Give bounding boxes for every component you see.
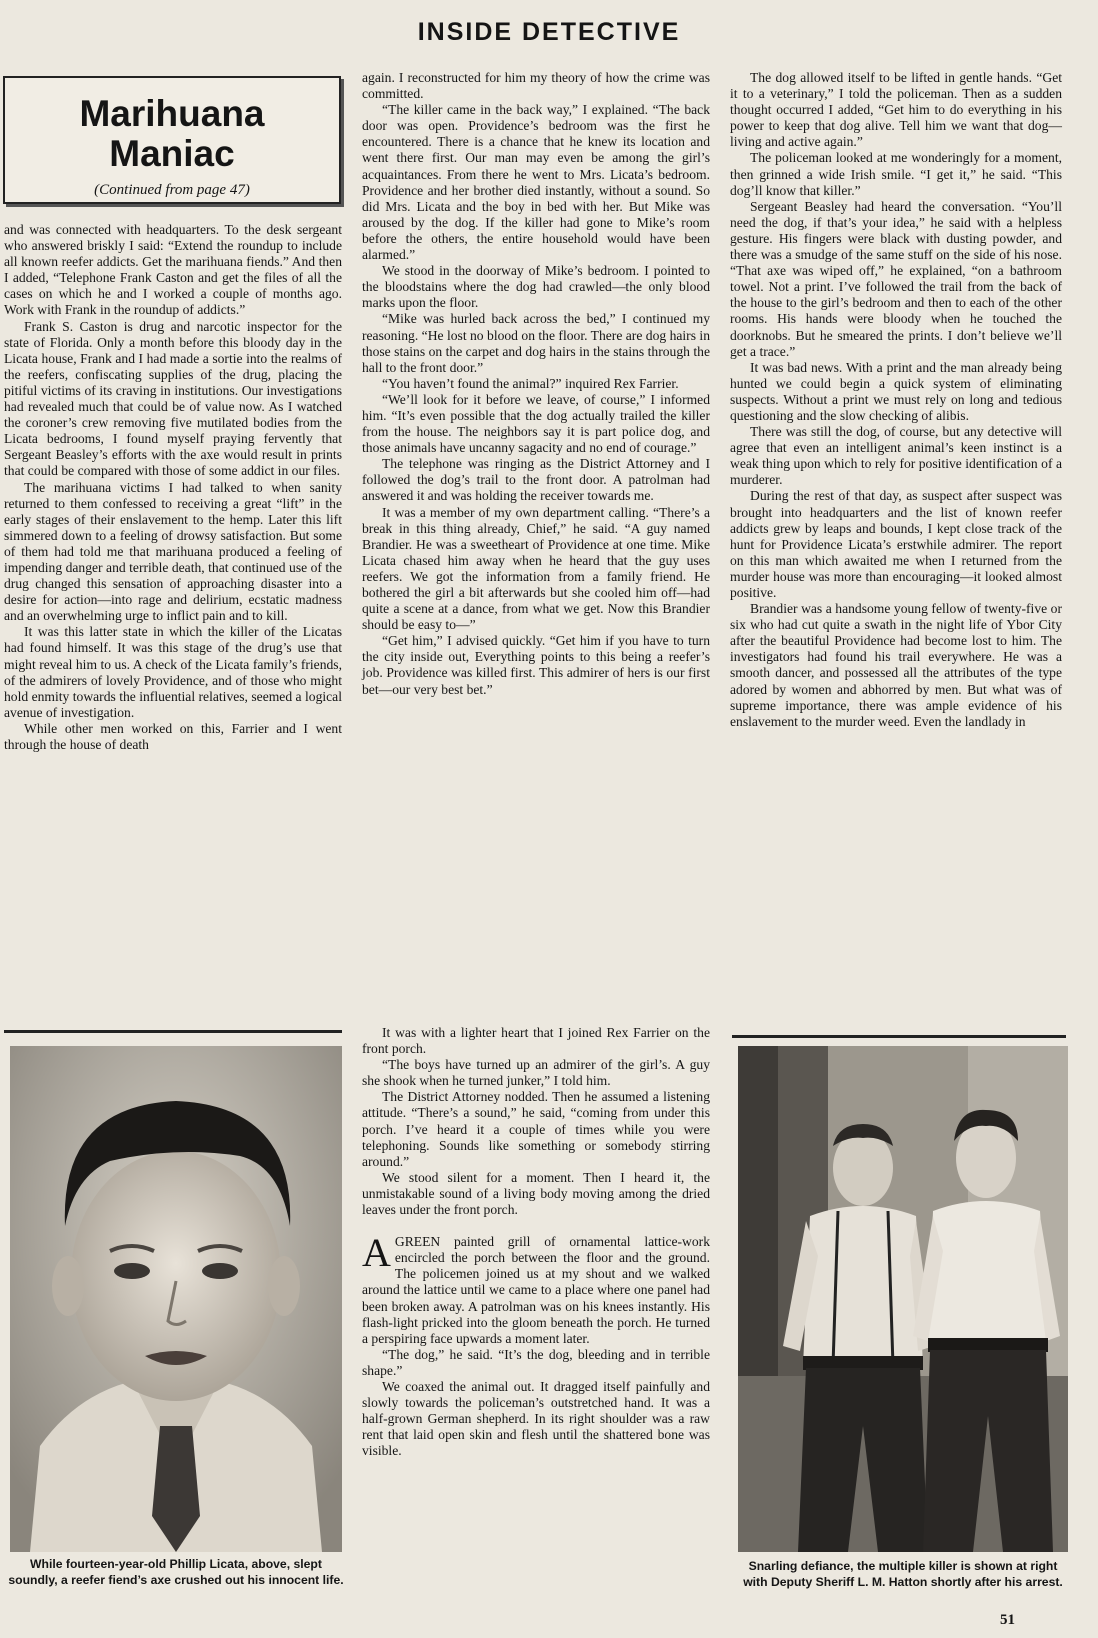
paragraph: “Get him,” I advised quickly. “Get him if you have to turn the city inside out, Everything points to this being a reefer’s job. Providence was killed first. This admirer of hers is our first bet—our very best bet.” [362, 633, 710, 697]
paragraph: There was still the dog, of course, but any detective will agree that even an intelligent animal’s keen instinct is a weak thing upon which to rely for positive identification of a murderer. [730, 424, 1062, 488]
paragraph: The dog allowed itself to be lifted in gentle hands. “Get it to a veterinary,” I told the policeman. Then as a sudden thought occurred I added, “Get him to do everything in his power to keep that dog alive. Tell him we want that dog—living and active again.” [730, 70, 1062, 150]
drop-cap: A [362, 1230, 391, 1276]
paragraph-text: GREEN painted grill of ornamental lattice-work encircled the porch between the floor and the ground. The policemen joined us at my shout and we walked around the lattice until we came to a place where one panel had been broken away. A patrolman was on his knees instantly. His flash-light pricked into the gloom beneath the porch. He turned a perspiring face upwards a moment later. [362, 1234, 710, 1346]
arrest-illustration [738, 1046, 1068, 1552]
divider-rule [4, 1030, 342, 1033]
paragraph: The policeman looked at me wonderingly for a moment, then grinned a wide Irish smile. “I get it,” he said. “This dog’ll know that killer.” [730, 150, 1062, 198]
paragraph: While other men worked on this, Farrier and I went through the house of death [4, 720, 342, 752]
paragraph: We stood silent for a moment. Then I heard it, the unmistakable sound of a living body moving among the dried leaves under the front porch. [362, 1169, 710, 1218]
paragraph: “The dog,” he said. “It’s the dog, bleeding and in terrible shape.” [362, 1346, 710, 1378]
paragraph: Frank S. Caston is drug and narcotic inspector for the state of Florida. Only a month before this bloody day in the Licata house, Frank and I had made a sortie into the realms of the reefers, confiscating supplies of the drug, placing the pitiful victims of its craving in institutions. Our investigations had revealed much that could be of value now. As I watched the coroner’s crew removing five mutilated bodies from the Licata bedrooms, I found myself praying fervently that Sergeant Beasley’s efforts with the axe would result in prints that could be compared with those of some addict in our files. [4, 318, 342, 479]
photo-caption-right: Snarling defiance, the multiple killer is shown at right with Deputy Sheriff L. M. Hatton shortly after his arrest. [743, 1559, 1063, 1589]
paragraph: It was bad news. With a print and the man already being hunted we could begin a quick system of eliminating suspects. Without a print we must rely on long and tedious questioning and the slow checking of alibis. [730, 359, 1062, 423]
column-2-continued [362, 1025, 710, 1459]
paragraph: “You haven’t found the animal?” inquired Rex Farrier. [382, 375, 679, 391]
paragraph: It was a member of my own department calling. “There’s a break in this thing already, Chief,” he said. “A guy named Brandier. He was a sweetheart of Providence at one time. Mike Licata chased him away when he heard that the guy uses reefers. We got the information from a family friend. He bothered the girl a bit afterwards but she cooled him off—had quite a scene at a dance, from what we get. Now this Brandier should be easy to—” [362, 504, 710, 633]
arrest-photo [738, 1046, 1068, 1552]
paragraph: It was with a lighter heart that I joined Rex Farrier on the front porch. [362, 1025, 710, 1057]
masthead: INSIDE DETECTIVE [417, 18, 681, 46]
divider-rule [732, 1035, 1066, 1038]
paragraph: “The killer came in the back way,” I explained. “The back door was open. Providence’s bedroom was the first he encountered. There is a chance that he knew its location and went there first. Our man may even be among the girl’s acquaintances. From there he went to Mrs. Licata’s bedroom. Providence and her brother died instantly, without a sound. So did Mrs. Licata and the boy in bed with her. But Mike was aroused by the dog. If the killer had gone to Mike’s room before the others, the entire household would have been alarmed.” [362, 102, 710, 263]
paragraph: “The boys have turned up an admirer of the girl’s. A guy she shook when he turned junker,” I told him. [362, 1057, 710, 1089]
portrait-photo [10, 1046, 342, 1552]
paragraph: “Mike was hurled back across the bed,” I continued my reasoning. “He lost no blood on the floor. There are dog hairs in those stains on the carpet and dog hairs in the stains through the hall to the front door.” [362, 311, 710, 375]
article-title-line-1: Marihuana [79, 93, 265, 134]
column-1 [4, 222, 342, 753]
paragraph: again. I reconstructed for him my theory of how the crime was committed. [362, 70, 710, 102]
section-opening-paragraph [362, 1230, 710, 1347]
paragraph: and was connected with headquarters. To the desk sergeant who answered briskly I said: “Extend the roundup to include all known reefer addicts. Get the marihuana fiends.” And then I added, “Telephone Frank Caston and get the files of all the cases on which he and I worked a couple of months ago. Work with Frank in the roundup of addicts.” [4, 222, 342, 318]
paragraph: The marihuana victims I had talked to when sanity returned to them confessed to receiving a great “lift” in the early stages of their enslavement to the hemp. Later this lift simmered down to a feeling of drowsy satisfaction. But some of them had told me that marihuana produced a feeling of impending danger and terrible death, that continued use of the drug changed this sensation of approaching disaster into a desire for action—into rage and delirium, ecstatic madness and an overwhelming urge to inflict pain and to kill. [4, 479, 342, 624]
paragraph: The telephone was ringing as the District Attorney and I followed the dog’s trail to the front door. A patrolman had answered it and was holding the receiver towards me. [362, 456, 710, 504]
paragraph: Brandier was a handsome young fellow of twenty-five or six who had cut quite a swath in the night life of Ybor City after the beautiful Providence had become lost to him. The investigators had found his trail everywhere. He was a smooth dancer, and possessed all the attributes of the type adored by women and abhorred by men. But what was of supreme importance, there was ample evidence of his enslavement to the murder weed. Even the landlady in [730, 601, 1062, 729]
paragraph: “We’ll look for it before we leave, of course,” I informed him. “It’s even possible that the dog actually trailed the killer from the house. The neighbors say it is part police dog, and those animals have uncanny sagacity and no end of courage.” [362, 391, 710, 456]
continued-note: (Continued from page 47) [94, 182, 250, 198]
portrait-illustration [10, 1046, 342, 1552]
paragraph: We stood in the doorway of Mike’s bedroom. I pointed to the bloodstains where the dog had crawled—the only blood marks upon the floor. [362, 263, 710, 311]
paragraph: During the rest of that day, as suspect after suspect was brought into headquarters and the list of known reefer addicts grew by leaps and bounds, I kept close track of the hunt for Providence Licata’s erstwhile admirer. The report on this man which awaited me when I returned from the murder house was more than encouraging—it looked almost positive. [730, 488, 1062, 600]
column-3 [730, 70, 1062, 730]
page-number: 51 [1000, 1612, 1015, 1628]
paragraph: It was this latter state in which the killer of the Licatas had found himself. It was this stage of the drug’s use that might reveal him to us. A check of the Licata family’s friends, of the admirers of lovely Providence, and of those who might hold enmity towards the influential relatives, seemed a logical avenue of investigation. [4, 624, 342, 720]
column-2 [362, 70, 710, 698]
article-title-line-2: Maniac [109, 133, 235, 174]
paragraph: Sergeant Beasley had heard the conversation. “You’ll need the dog, if that’s your idea,” he said with a helpless gesture. His fingers were black with dusting powder, and there was a smudge of the same stuff on the side of his nose. “That axe was wiped off,” he explained, “on a bathroom towel. Not a print. I’ve followed the trail from the back of the house to the girl’s bedroom and then to each of the other rooms. His hands were bloody when he touched the doorknobs. But he smeared the prints. I don’t believe we’ll get a trace.” [730, 198, 1062, 359]
paragraph: The District Attorney nodded. Then he assumed a listening attitude. “There’s a sound,” he said, “coming from under this porch. I’ve heard it a couple of times while you were telephoning. Sounds like something or somebody stirring around.” [362, 1089, 710, 1169]
article-title-box [3, 76, 341, 204]
photo-caption-left: While fourteen-year-old Phillip Licata, above, slept soundly, a reefer fiend’s axe crushed out his innocent life. [8, 1557, 344, 1587]
paragraph: We coaxed the animal out. It dragged itself painfully and slowly towards the policeman’s outstretched hand. It was a half-grown German shepherd. In its right shoulder was a raw rent that laid open skin and flesh until the shattered bone was visible. [362, 1378, 710, 1459]
